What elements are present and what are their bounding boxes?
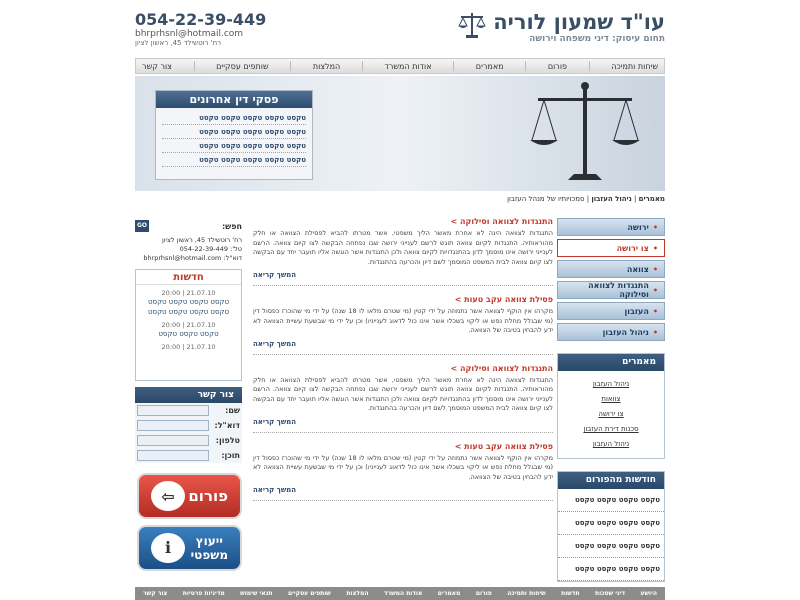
nav-item-forum[interactable]: פורום (547, 61, 567, 71)
menu-item-inheritance-order[interactable]: • צו ירושה (557, 239, 665, 257)
footer-link[interactable]: שותפים עסקיים (287, 590, 331, 597)
forum-button-label: פורום (188, 487, 228, 505)
article-body: מקרהו אין הוקף לצוואה אשר נתמוזה על ידי קטין (מי שטרם מלאו לו 18 שנה) על ידי מי שהוכרז כפסול דין (מי שבגלל מחלת נפש או ליקוי בשכלו אשר אינו כול לדאוג לענייניו) וכן על ידי מי שבשעת עשיית הצוואה לא ידע להבחין בטיבה של הצוואה. (253, 453, 553, 481)
search-label: חפש: (221, 221, 242, 231)
forum-arrow-icon: ⇦ (151, 481, 185, 511)
article-body: התנגדות לצוואה הינה לא אחרת מאשר הליך משפטי, אשר מטרתו להביא לפסילת הצוואה או חלק מהוראותיה. התנגדות לקיום צוואה תוגש לרשם לענייני ירושה שבו נפתחה הבקשה לצו קיום צוואה. הרשם לענייני ירושה אינו מוסמך לדון בהתנגדויות לקיום צוואה ולכן התנגדות אשר הוגשה אליו תועבר יחד עם הבקשה לצו קיום צוואה לבית המשפט המוסמך לשם דיון והכרעה בהתנגדות. (253, 229, 553, 266)
read-more-link[interactable]: המשך קריאה (253, 271, 553, 286)
footer-link[interactable]: אודות המשרד (383, 590, 423, 597)
menu-item-estate[interactable]: • העזבון (557, 302, 665, 320)
header-contact (135, 10, 266, 47)
article-link[interactable]: צו ירושה (598, 410, 624, 418)
right-sidebar (557, 218, 665, 582)
left-contact-info (135, 236, 242, 263)
page (135, 0, 665, 600)
menu-item-inheritance[interactable]: • ירושה (557, 218, 665, 236)
nav-item-support[interactable]: שיחות ותמיכה (611, 61, 658, 71)
email-label: דוא"ל: (214, 421, 240, 430)
news-title: חדשות (136, 270, 241, 285)
phone-label: טלפון: (215, 436, 240, 445)
advice-label-2: משפטי (190, 548, 228, 562)
nav-item-articles[interactable]: מאמרים (475, 61, 504, 71)
left-sidebar (135, 219, 242, 571)
article-link[interactable]: ניהול העזבון (592, 380, 630, 388)
search-go-button[interactable]: GO (135, 220, 149, 232)
breadcrumb-separator: | (584, 195, 592, 203)
forum-news-item[interactable]: טקסט טקסט טקסט טקסט (558, 558, 664, 581)
verdict-item[interactable]: טקסט טקסט טקסט טקסט טקסט (162, 153, 306, 167)
footer-link[interactable]: חדשות (561, 590, 580, 597)
footer-link[interactable]: מאמרים (437, 590, 461, 597)
news-text[interactable]: טקסט טקסט טקסט (158, 330, 219, 338)
contact-email[interactable]: דוא"ל: bhrprhsnl@hotmail.com (143, 254, 242, 262)
advice-label-1: ייעוץ (195, 534, 223, 548)
nav-item-about[interactable]: אודות המשרד (384, 61, 432, 71)
article (253, 295, 553, 355)
read-more-link[interactable]: המשך קריאה (253, 486, 553, 501)
read-more-link[interactable]: המשך קריאה (253, 340, 553, 355)
footer-link[interactable]: מדיניות פרטיות (182, 590, 225, 597)
articles-box-title: מאמרים (558, 354, 664, 371)
footer (135, 587, 665, 600)
header-email[interactable]: bhrprhsnl@hotmail.com (135, 29, 244, 39)
article-link[interactable]: צוואות (601, 395, 621, 403)
logo-name: עו"ד שמעון לוריה (493, 10, 665, 34)
article-title[interactable]: פסילת צוואה עקב טעות > (454, 441, 553, 451)
breadcrumb-home[interactable]: מאמרים (638, 195, 665, 203)
footer-link[interactable]: פורום (475, 590, 492, 597)
email-input[interactable] (137, 420, 209, 431)
article-link[interactable]: סכנות דירת העזבון (583, 425, 639, 433)
verdict-item[interactable]: טקסט טקסט טקסט טקסט טקסט (162, 111, 306, 125)
forum-news-title: חודשות מהפורום (558, 472, 664, 489)
contact-address: רח' רוטשילד 45, ראשון לציון (162, 236, 242, 244)
phone-input[interactable] (137, 435, 209, 446)
footer-link[interactable]: צור קשר (143, 590, 168, 597)
footer-link[interactable]: המלצות (346, 590, 369, 597)
article-title[interactable]: התנגדות לצוואה וסילוקה > (450, 363, 553, 373)
header-phone[interactable]: 054-22-39-449 (135, 10, 267, 29)
verdict-item[interactable]: טקסט טקסט טקסט טקסט טקסט (162, 139, 306, 153)
menu-item-will[interactable]: • צוואה (557, 260, 665, 278)
search-bar (135, 219, 242, 233)
info-person-icon: ℹ (151, 533, 185, 563)
footer-link[interactable]: שיחות ותמיכה (507, 590, 546, 597)
legal-advice-button[interactable] (137, 525, 242, 571)
article (253, 217, 553, 286)
news-date: 21.07.10 | 20:00 (161, 321, 216, 329)
articles-box (557, 353, 665, 459)
breadcrumb-current: סמכויותיו של מנהל העזבון (507, 195, 585, 203)
news-text[interactable]: טקסט טקסט טקסט טקסט (147, 308, 230, 316)
message-input[interactable] (137, 450, 209, 461)
article-title[interactable]: פסילת צוואה עקב טעות > (454, 295, 553, 304)
forum-button[interactable] (137, 473, 242, 519)
breadcrumb-mid[interactable]: ניהול העזבון (591, 195, 632, 203)
banner (135, 76, 665, 191)
recent-verdicts-title: פסקי דין אחרונים (156, 91, 312, 108)
footer-link[interactable]: דיני שטכות (594, 590, 626, 597)
banner-scales-icon (530, 78, 640, 190)
footer-link[interactable]: היושע (640, 590, 657, 597)
news-box (135, 269, 242, 381)
main-nav (135, 58, 665, 74)
logo[interactable] (457, 10, 665, 44)
article (253, 364, 553, 433)
contact-form-title: צור קשר (135, 387, 242, 403)
menu-item-will-objection[interactable]: • התנגדות לצוואה וסילוקה (557, 281, 665, 299)
header (135, 8, 665, 53)
article (253, 442, 553, 502)
menu-item-estate-management[interactable]: • ניהול העזבון (557, 323, 665, 341)
article-body: מקרהו אין הוקף לצוואה אשר נתמוזה על ידי קטין (מי שטרם מלאו לו 18 שנה) על ידי מי שהוכרז כפסול דין (מי שבגלל מחלת נפש או ליקוי בשכלו אשר אינו כול לדאוג לענייניו) וכן על ידי מי שבשעת עשיית הצוואה לא ידע להבחין בטיבה של הצוואה. (253, 307, 553, 334)
message-label: תוכן: (221, 451, 240, 460)
contact-phone: טל': 054-22-39-449 (179, 245, 242, 253)
article-link[interactable]: ניהול העזבון (592, 440, 630, 448)
forum-news-item[interactable]: טקסט טקסט טקסט טקסט (558, 489, 664, 512)
breadcrumb-separator: | (631, 195, 639, 203)
verdict-item[interactable]: טקסט טקסט טקסט טקסט טקסט (162, 125, 306, 139)
nav-item-recommendations[interactable]: המלצות (312, 61, 341, 71)
news-date: 21.07.10 | 20:00 (161, 343, 216, 351)
name-label: שם: (225, 406, 240, 415)
nav-item-contact[interactable]: צור קשר (142, 61, 172, 71)
main-content (253, 217, 553, 510)
nav-item-partners[interactable]: שותפים עסקיים (216, 61, 269, 71)
contact-form (135, 387, 242, 463)
news-text[interactable]: טקסט טקסט טקסט טקסט (147, 298, 230, 306)
breadcrumb (507, 195, 665, 203)
forum-news-item[interactable]: טקסט טקסט טקסט טקסט (558, 512, 664, 535)
recent-verdicts-box (155, 90, 313, 180)
name-input[interactable] (137, 405, 209, 416)
article-body: התנגדות לצוואה הינה לא אחרת מאשר הליך משפטי, אשר מטרתו להביא לפסילת הצוואה או חלק מהוראותיה. התנגדות לקיום צוואה תוגש לרשם לענייני ירושה שבו נפתחה הבקשה לצו קיום צוואה. הרשם לענייני ירושה אינו מוסמך לדון בהתנגדויות לקיום צוואה ולכן התנגדות אשר הוגשה אליו תועבר יחד עם הבקשה לצו קיום צוואה לבית המשפט המוסמך לשם דיון והכרעה בהתנגדות. (253, 375, 553, 412)
read-more-link[interactable]: המשך קריאה (253, 418, 553, 433)
header-address: רח' רוטשילד 45, ראשון לציון (135, 39, 222, 47)
footer-link[interactable]: תנאי שימוש (240, 590, 273, 597)
forum-news-item[interactable]: טקסט טקסט טקסט טקסט (558, 535, 664, 558)
news-date: 21.07.10 | 20:00 (161, 289, 216, 297)
forum-news-box (557, 471, 665, 582)
logo-subtitle: תחום עיסוק: דיני משפחה וירושה (529, 34, 665, 44)
scales-of-justice-icon (457, 10, 487, 40)
article-title[interactable]: התנגדות לצוואה וסילוקה > (450, 217, 553, 226)
